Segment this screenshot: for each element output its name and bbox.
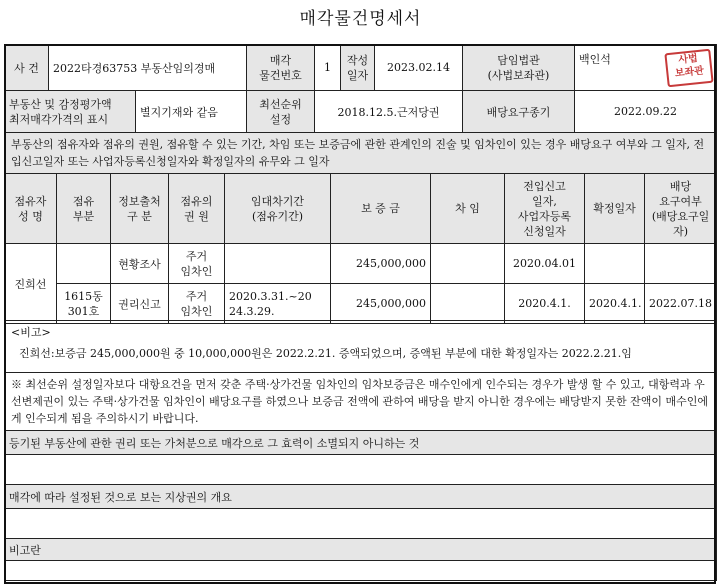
occupant-name: 진희선: [5, 244, 57, 324]
row1-part: [57, 244, 111, 284]
judge-label: 담임법관 (사법보좌관): [463, 45, 575, 91]
remarks-cell: [5, 321, 717, 373]
table-row: [5, 244, 717, 284]
judge-name: 백인석: [579, 52, 611, 66]
note-title: 비고란: [5, 539, 717, 561]
row1-fixed-date: [585, 244, 645, 284]
occupancy-note: 부동산의 점유자와 점유의 권원, 점유할 수 있는 기간, 차임 또는 보증금에 관한 관계인의 진술 및 임차인이 있는 경우 배당요구 여부와 그 일자, 전입신고일자 또는 사업자등록신청일자와 확정일자의 유무와 그 일자: [5, 133, 717, 174]
row2-deposit: 245,000,000: [331, 284, 431, 324]
col-source: 정보출처 구 분: [111, 174, 169, 244]
rights-title: 등기된 부동산에 관한 권리 또는 가처분으로 매각으로 그 효력이 소멸되지 아니하는 것: [5, 431, 717, 455]
official-seal: 사법 보좌관: [664, 48, 713, 87]
row1-right: 주거 임차인: [169, 244, 225, 284]
warning-note: ※ 최선순위 설정일자보다 대항요건을 먼저 갖춘 주택·상가건물 임차인의 임차보증금은 매수인에게 인수되는 경우가 발생 할 수 있고, 대항력과 우선변제권이 있는 주택·상가건물 임차인이 배당요구를 하였으나 보증금 전액에 관하여 배당을 받지 아니한 경우에는 배당받지 못한 잔액이 매수인에게 인수되게 됨을 주의하시기 바랍니다.: [5, 373, 717, 431]
senior-value: 2018.12.5.근저당권: [315, 91, 463, 133]
appraisal-value: 별지기재와 같음: [136, 91, 247, 133]
remarks-text: 진희선:보증금 245,000,000원 중 10,000,000원은 2022.2.21. 증액되었으며, 증액된 부분에 대한 확정일자는 2022.2.21.임: [19, 347, 632, 360]
senior-label: 최선순위 설정: [247, 91, 315, 133]
row1-period: [225, 244, 331, 284]
deadline-label: 배당요구종기: [463, 91, 575, 133]
row2-right: 주거 임차인: [169, 284, 225, 324]
document-title: 매각물건명세서: [299, 9, 422, 29]
row1-source: 현황조사: [111, 244, 169, 284]
row2-move-in: 2020.4.1.: [505, 284, 585, 324]
col-dividend: 배당 요구여부 (배당요구일자): [645, 174, 717, 244]
row2-rent: [431, 284, 505, 324]
col-part: 점유 부분: [57, 174, 111, 244]
rights-value: [5, 455, 717, 485]
item-no-value: 1: [315, 45, 341, 91]
col-occupant: 점유자 성 명: [5, 174, 57, 244]
col-deposit: 보 증 금: [331, 174, 431, 244]
appraisal-table: [4, 90, 717, 133]
row2-period: 2020.3.31.~20 24.3.29.: [225, 284, 331, 324]
date-label: 작성 일자: [341, 45, 375, 91]
col-fixed-date: 확정일자: [585, 174, 645, 244]
surface-title: 매각에 따라 설정된 것으로 보는 지상권의 개요: [5, 485, 717, 509]
row2-dividend: 2022.07.18: [645, 284, 717, 324]
row2-source: 권리신고: [111, 284, 169, 324]
occupancy-table: [4, 132, 717, 324]
row1-move-in: 2020.04.01: [505, 244, 585, 284]
remarks-label: <비고>: [11, 326, 51, 339]
row1-rent: [431, 244, 505, 284]
remarks-table: [4, 320, 717, 581]
row1-dividend: [645, 244, 717, 284]
date-value: 2023.02.14: [375, 45, 463, 91]
header-table: [4, 44, 717, 91]
row1-deposit: 245,000,000: [331, 244, 431, 284]
col-move-in: 전입신고 일자, 사업자등록 신청일자: [505, 174, 585, 244]
surface-value: [5, 509, 717, 539]
appraisal-label: 부동산 및 감정평가액 최저매각가격의 표시: [5, 91, 136, 133]
col-period: 임대차기간 (점유기간): [225, 174, 331, 244]
row2-part: 1615동 301호: [57, 284, 111, 324]
col-right: 점유의 권 원: [169, 174, 225, 244]
judge-cell: [575, 45, 717, 91]
note-value: [5, 561, 717, 581]
item-no-label: 매각 물건번호: [247, 45, 315, 91]
case-label: 사 건: [5, 45, 49, 91]
row2-fixed-date: 2020.4.1.: [585, 284, 645, 324]
table-row: [5, 284, 717, 324]
deadline-value: 2022.09.22: [575, 91, 717, 133]
col-rent: 차 임: [431, 174, 505, 244]
case-value: 2022타경63753 부동산임의경매: [49, 45, 247, 91]
